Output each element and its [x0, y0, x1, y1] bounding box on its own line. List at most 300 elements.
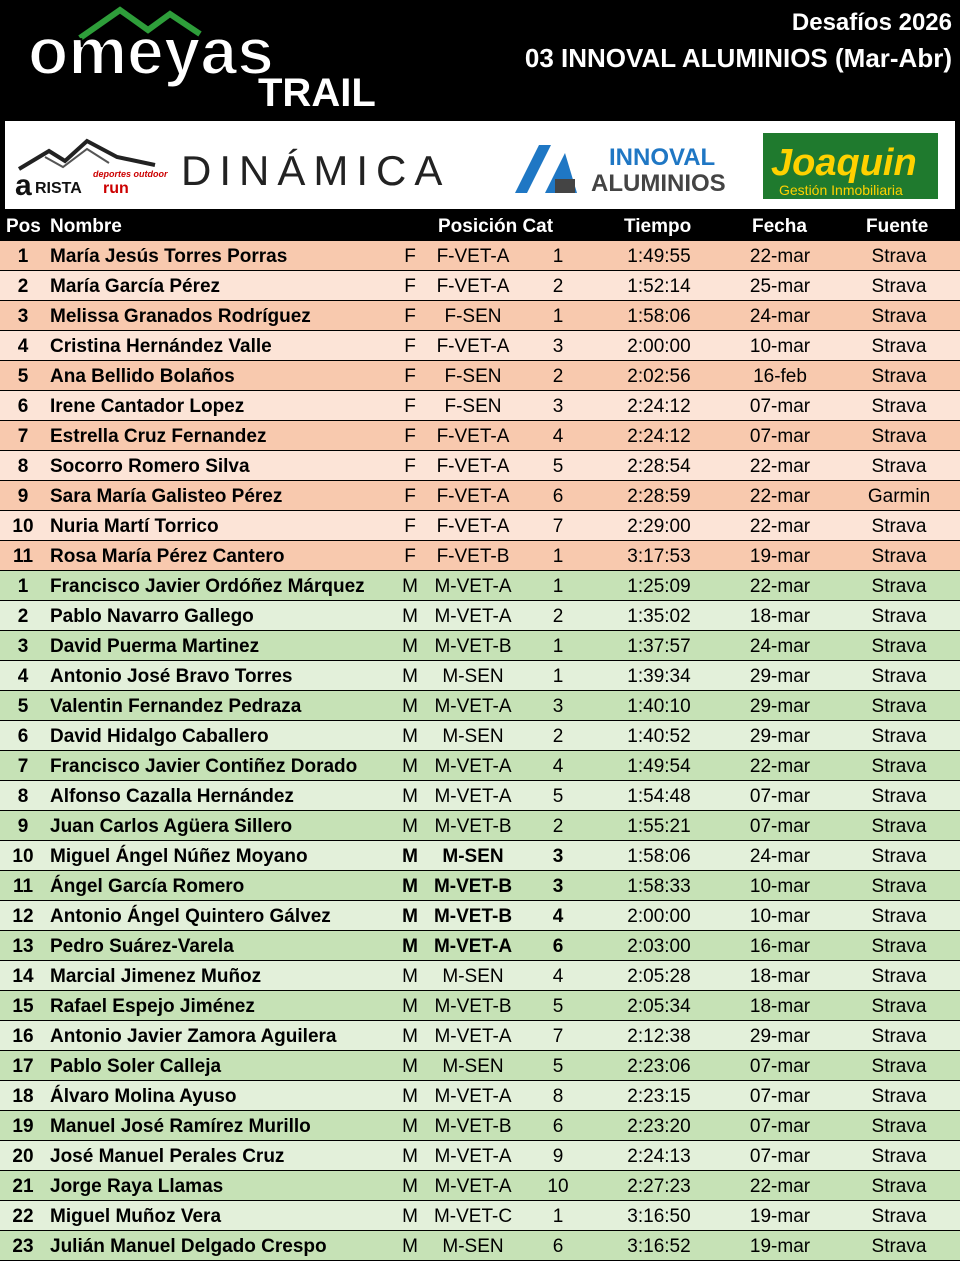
row-category: M-VET-B [434, 816, 512, 837]
row-time: 2:23:20 [627, 1116, 691, 1137]
row-category: F-VET-B [436, 546, 510, 567]
row-pos: 9 [17, 486, 29, 507]
col-name: Nombre [50, 216, 122, 237]
row-date: 29-mar [749, 666, 811, 687]
table-row [0, 961, 960, 990]
aristarun-rista-text: RISTA [35, 180, 82, 197]
row-time: 2:28:59 [627, 486, 691, 507]
row-source: Strava [871, 906, 927, 927]
row-pos: 4 [17, 666, 29, 687]
row-pos: 5 [17, 696, 29, 717]
page-header [0, 0, 960, 118]
row-sex: M [402, 906, 418, 927]
row-pos: 2 [17, 606, 29, 627]
row-category: M-VET-A [434, 786, 512, 807]
row-time: 1:58:06 [627, 306, 691, 327]
row-date: 18-mar [749, 966, 811, 987]
row-category: F-VET-A [436, 276, 510, 297]
row-category: F-VET-A [436, 456, 510, 477]
row-sex: F [404, 546, 416, 567]
joaquin-sub-text: Gestión Inmobiliaria [779, 182, 903, 198]
row-sex: M [402, 996, 418, 1017]
row-name: Antonio Ángel Quintero Gálvez [50, 906, 331, 927]
row-name: Rosa María Pérez Cantero [50, 546, 285, 567]
row-time: 1:25:09 [627, 576, 691, 597]
row-category: M-SEN [442, 1056, 504, 1077]
row-pos: 1 [17, 576, 29, 597]
row-date: 18-mar [749, 996, 811, 1017]
row-name: Jorge Raya Llamas [50, 1176, 224, 1197]
row-name: Estrella Cruz Fernandez [50, 426, 267, 447]
row-source: Strava [871, 846, 927, 867]
row-sex: F [404, 486, 416, 507]
header-titles [525, 8, 952, 78]
row-source: Strava [871, 1086, 927, 1107]
row-category: M-VET-A [434, 606, 512, 627]
row-pos: 23 [12, 1236, 34, 1257]
row-category-rank: 1 [552, 246, 564, 267]
row-sex: F [404, 246, 416, 267]
row-date: 22-mar [749, 516, 811, 537]
row-pos: 2 [17, 276, 29, 297]
aristarun-small-text: deportes outdoor [93, 169, 168, 179]
row-source: Strava [871, 546, 927, 567]
row-source: Strava [871, 306, 927, 327]
row-category: M-VET-B [434, 636, 512, 657]
table-row [0, 1111, 960, 1140]
row-time: 1:37:57 [627, 636, 691, 657]
table-row [0, 1231, 960, 1260]
row-time: 2:28:54 [627, 456, 691, 477]
table-row [0, 1171, 960, 1200]
row-sex: M [402, 1176, 418, 1197]
row-source: Strava [871, 966, 927, 987]
row-sex: M [402, 966, 418, 987]
row-category: F-SEN [444, 306, 502, 327]
row-name: José Manuel Perales Cruz [50, 1146, 285, 1167]
row-date: 16-mar [749, 936, 811, 957]
innoval-text: INNOVAL [609, 144, 716, 171]
col-source: Fuente [866, 216, 929, 237]
table-row [0, 481, 960, 510]
row-pos: 6 [17, 726, 29, 747]
row-time: 2:03:00 [627, 936, 691, 957]
row-source: Strava [871, 246, 927, 267]
row-category-rank: 5 [552, 786, 564, 807]
sponsor-banner [5, 121, 955, 209]
row-category: M-SEN [442, 846, 504, 867]
row-time: 2:27:23 [627, 1176, 691, 1197]
table-row [0, 241, 960, 270]
row-date: 24-mar [749, 306, 811, 327]
row-category: M-SEN [442, 666, 504, 687]
row-date: 22-mar [749, 756, 811, 777]
row-source: Strava [871, 456, 927, 477]
row-pos: 5 [17, 366, 29, 387]
aluminios-text: ALUMINIOS [591, 170, 726, 197]
row-category: M-VET-C [433, 1206, 513, 1227]
row-name: Pablo Navarro Gallego [50, 606, 254, 627]
row-category-rank: 4 [552, 966, 564, 987]
table-row [0, 571, 960, 600]
row-pos: 7 [17, 756, 29, 777]
table-row [0, 781, 960, 810]
row-category-rank: 1 [552, 306, 564, 327]
row-name: Francisco Javier Contiñez Dorado [50, 756, 358, 777]
table-row [0, 601, 960, 630]
row-sex: M [402, 1206, 418, 1227]
row-sex: M [402, 1146, 418, 1167]
row-category: M-SEN [442, 726, 504, 747]
row-sex: F [404, 396, 416, 417]
row-name: Rafael Espejo Jiménez [50, 996, 255, 1017]
row-source: Strava [871, 756, 927, 777]
row-category-rank: 5 [552, 1056, 564, 1077]
table-row [0, 721, 960, 750]
row-pos: 9 [17, 816, 29, 837]
row-source: Strava [871, 696, 927, 717]
row-name: Sara María Galisteo Pérez [50, 486, 283, 507]
row-source: Strava [871, 336, 927, 357]
row-pos: 22 [12, 1206, 34, 1227]
row-sex: M [402, 1236, 418, 1257]
row-time: 2:24:12 [627, 396, 691, 417]
row-category-rank: 4 [552, 756, 564, 777]
row-date: 19-mar [749, 1236, 811, 1257]
table-row [0, 811, 960, 840]
logo-bottom-text: TRAIL [258, 71, 376, 112]
row-time: 2:24:12 [627, 426, 691, 447]
row-name: Álvaro Molina Ayuso [50, 1086, 237, 1107]
row-sex: M [402, 1116, 418, 1137]
results-table [0, 241, 960, 1261]
page-subtitle: 03 INNOVAL ALUMINIOS (Mar-Abr) [524, 43, 952, 73]
row-sex: F [404, 426, 416, 447]
row-time: 1:49:55 [627, 246, 691, 267]
table-row [0, 991, 960, 1020]
row-pos: 11 [12, 876, 34, 897]
table-row [0, 931, 960, 960]
row-pos: 3 [17, 306, 29, 327]
row-time: 2:02:56 [627, 366, 691, 387]
row-pos: 10 [12, 516, 34, 537]
row-time: 1:58:06 [627, 846, 691, 867]
row-sex: F [404, 336, 416, 357]
row-date: 22-mar [749, 1176, 811, 1197]
row-pos: 7 [17, 426, 29, 447]
row-name: Ana Bellido Bolaños [50, 366, 235, 387]
table-row [0, 661, 960, 690]
row-date: 10-mar [749, 876, 811, 897]
row-category-rank: 9 [552, 1146, 564, 1167]
row-sex: M [402, 1026, 418, 1047]
row-date: 07-mar [749, 1086, 811, 1107]
row-pos: 12 [12, 906, 34, 927]
row-name: David Hidalgo Caballero [50, 726, 269, 747]
row-date: 07-mar [749, 1116, 811, 1137]
row-source: Strava [871, 1206, 927, 1227]
row-name: María García Pérez [50, 276, 221, 297]
row-category: F-VET-A [436, 516, 510, 537]
row-category-rank: 3 [552, 696, 564, 717]
row-category: M-VET-A [434, 1026, 512, 1047]
row-pos: 4 [17, 336, 29, 357]
row-source: Strava [871, 366, 927, 387]
row-time: 1:40:10 [627, 696, 691, 717]
row-sex: M [402, 1086, 418, 1107]
table-row [0, 1081, 960, 1110]
row-date: 16-feb [753, 366, 807, 387]
table-row [0, 631, 960, 660]
row-sex: F [404, 516, 416, 537]
row-sex: F [404, 276, 416, 297]
innoval-logo [515, 144, 726, 197]
col-time: Tiempo [624, 216, 692, 237]
row-category-rank: 1 [552, 1206, 564, 1227]
row-source: Strava [871, 1056, 927, 1077]
row-category-rank: 7 [552, 516, 564, 537]
row-category-rank: 8 [552, 1086, 564, 1107]
table-row [0, 361, 960, 390]
row-category-rank: 2 [552, 276, 564, 297]
row-category-rank: 3 [552, 336, 564, 357]
row-time: 3:16:50 [627, 1206, 691, 1227]
row-category: F-SEN [444, 396, 502, 417]
table-row [0, 331, 960, 360]
row-category: M-SEN [442, 1236, 504, 1257]
row-category-rank: 3 [552, 876, 564, 897]
row-category-rank: 2 [552, 366, 564, 387]
row-category-rank: 1 [552, 636, 564, 657]
row-time: 1:58:33 [627, 876, 691, 897]
row-date: 24-mar [749, 846, 811, 867]
row-name: Socorro Romero Silva [50, 456, 250, 477]
row-category-rank: 3 [552, 846, 564, 867]
row-pos: 13 [12, 936, 34, 957]
row-category: M-VET-B [434, 1116, 512, 1137]
row-pos: 20 [12, 1146, 34, 1167]
row-time: 2:00:00 [627, 336, 691, 357]
row-source: Strava [871, 396, 927, 417]
table-row [0, 841, 960, 870]
row-category-rank: 1 [552, 576, 564, 597]
row-category: M-VET-A [433, 936, 513, 957]
row-source: Strava [871, 786, 927, 807]
row-date: 25-mar [749, 276, 811, 297]
row-pos: 6 [17, 396, 29, 417]
row-time: 1:49:54 [627, 756, 691, 777]
col-date: Fecha [752, 216, 807, 237]
row-pos: 18 [12, 1086, 34, 1107]
row-date: 22-mar [749, 456, 811, 477]
row-name: Irene Cantador Lopez [50, 396, 245, 417]
row-source: Strava [871, 936, 927, 957]
row-name: Antonio José Bravo Torres [50, 666, 293, 687]
row-time: 1:54:48 [627, 786, 691, 807]
aristarun-run-text: run [103, 180, 129, 197]
joaquin-logo [763, 133, 938, 199]
row-name: Miguel Muñoz Vera [50, 1206, 222, 1227]
row-category: F-VET-A [436, 486, 510, 507]
row-name: Cristina Hernández Valle [50, 336, 272, 357]
row-date: 18-mar [749, 606, 811, 627]
row-time: 1:39:34 [627, 666, 691, 687]
row-category-rank: 2 [552, 726, 564, 747]
row-sex: M [402, 636, 418, 657]
row-category-rank: 2 [552, 606, 564, 627]
row-date: 22-mar [749, 486, 811, 507]
row-time: 2:00:00 [627, 906, 691, 927]
row-sex: M [402, 756, 418, 777]
row-category-rank: 1 [552, 666, 564, 687]
omeyas-trail-logo [20, 4, 400, 112]
row-pos: 21 [12, 1176, 34, 1197]
row-category: M-VET-A [434, 576, 512, 597]
row-time: 1:40:52 [627, 726, 691, 747]
row-category: M-VET-A [434, 1146, 512, 1167]
row-sex: M [402, 696, 418, 717]
row-sex: M [402, 786, 418, 807]
row-category: F-VET-A [436, 246, 510, 267]
row-category-rank: 4 [552, 426, 564, 447]
row-name: Pedro Suárez-Varela [50, 936, 234, 957]
row-date: 07-mar [749, 426, 811, 447]
row-source: Strava [871, 816, 927, 837]
row-time: 2:05:28 [627, 966, 691, 987]
row-name: Melissa Granados Rodríguez [50, 306, 311, 327]
row-source: Strava [871, 1146, 927, 1167]
row-category-rank: 3 [552, 396, 564, 417]
row-pos: 14 [12, 966, 34, 987]
row-category: M-VET-B [433, 876, 513, 897]
row-time: 1:52:14 [627, 276, 691, 297]
row-category: F-SEN [444, 366, 502, 387]
dinamica-text: DINÁMICA [181, 147, 451, 194]
row-category: M-VET-B [433, 906, 513, 927]
row-date: 07-mar [749, 396, 811, 417]
row-source: Strava [871, 666, 927, 687]
table-row [0, 1201, 960, 1230]
row-sex: M [402, 936, 418, 957]
row-name: Antonio Javier Zamora Aguilera [50, 1026, 337, 1047]
row-name: Miguel Ángel Núñez Moyano [50, 846, 308, 867]
row-source: Strava [871, 1116, 927, 1137]
row-date: 24-mar [749, 636, 811, 657]
row-category-rank: 10 [547, 1176, 569, 1197]
row-date: 07-mar [749, 1146, 811, 1167]
row-name: Valentin Fernandez Pedraza [50, 696, 302, 717]
table-row [0, 1051, 960, 1080]
table-row [0, 271, 960, 300]
table-header [0, 212, 960, 240]
row-category-rank: 5 [552, 996, 564, 1017]
row-time: 2:05:34 [627, 996, 691, 1017]
row-source: Strava [871, 876, 927, 897]
row-name: Marcial Jimenez Muñoz [50, 966, 262, 987]
row-source: Strava [871, 576, 927, 597]
row-pos: 16 [12, 1026, 34, 1047]
row-pos: 11 [12, 546, 34, 567]
col-pos: Pos [6, 216, 41, 237]
row-date: 10-mar [749, 336, 811, 357]
row-category-rank: 6 [552, 936, 564, 957]
row-category: M-VET-A [434, 1086, 512, 1107]
col-cat: Posición Cat [438, 216, 554, 237]
row-category: M-VET-B [434, 996, 512, 1017]
row-time: 3:16:52 [627, 1236, 691, 1257]
row-time: 2:24:13 [627, 1146, 691, 1167]
row-source: Strava [871, 1026, 927, 1047]
row-source: Strava [871, 726, 927, 747]
joaquin-text: Joaquin [771, 142, 917, 184]
row-date: 22-mar [749, 576, 811, 597]
row-date: 22-mar [749, 246, 811, 267]
row-pos: 8 [17, 786, 29, 807]
row-source: Strava [871, 996, 927, 1017]
row-pos: 19 [12, 1116, 34, 1137]
row-sex: M [402, 846, 418, 867]
row-name: Alfonso Cazalla Hernández [50, 786, 294, 807]
row-category: M-VET-A [434, 756, 512, 777]
row-name: Manuel José Ramírez Murillo [50, 1116, 311, 1137]
row-sex: M [402, 666, 418, 687]
table-row [0, 511, 960, 540]
table-row [0, 451, 960, 480]
row-category-rank: 6 [552, 1116, 564, 1137]
aristarun-a-text: a [15, 169, 32, 202]
row-sex: M [402, 876, 418, 897]
row-sex: M [402, 1056, 418, 1077]
row-sex: M [402, 576, 418, 597]
table-row [0, 1141, 960, 1170]
table-row [0, 541, 960, 570]
row-name: Pablo Soler Calleja [50, 1056, 222, 1077]
row-source: Strava [871, 426, 927, 447]
row-name: Francisco Javier Ordóñez Márquez [50, 576, 365, 597]
table-row [0, 751, 960, 780]
row-date: 29-mar [749, 696, 811, 717]
row-name: David Puerma Martinez [50, 636, 260, 657]
dinamica-logo [181, 147, 450, 194]
row-date: 07-mar [749, 786, 811, 807]
row-date: 10-mar [749, 906, 811, 927]
table-row [0, 871, 960, 900]
row-category-rank: 4 [552, 906, 564, 927]
page-title: Desafíos 2026 [791, 9, 952, 36]
table-row [0, 901, 960, 930]
row-source: Strava [871, 1176, 927, 1197]
row-source: Strava [871, 516, 927, 537]
row-category: M-VET-A [434, 696, 512, 717]
row-pos: 10 [12, 846, 34, 867]
table-row [0, 391, 960, 420]
row-pos: 17 [12, 1056, 34, 1077]
table-row [0, 421, 960, 450]
row-pos: 1 [17, 246, 29, 267]
row-source: Strava [871, 1236, 927, 1257]
row-time: 2:23:15 [627, 1086, 691, 1107]
row-source: Strava [871, 606, 927, 627]
row-sex: F [404, 306, 416, 327]
row-name: Julián Manuel Delgado Crespo [50, 1236, 327, 1257]
row-date: 07-mar [749, 816, 811, 837]
row-category: F-VET-A [436, 426, 510, 447]
row-category-rank: 2 [552, 816, 564, 837]
row-category-rank: 5 [552, 456, 564, 477]
row-time: 2:12:38 [627, 1026, 691, 1047]
row-sex: M [402, 816, 418, 837]
row-category: M-VET-A [434, 1176, 512, 1197]
